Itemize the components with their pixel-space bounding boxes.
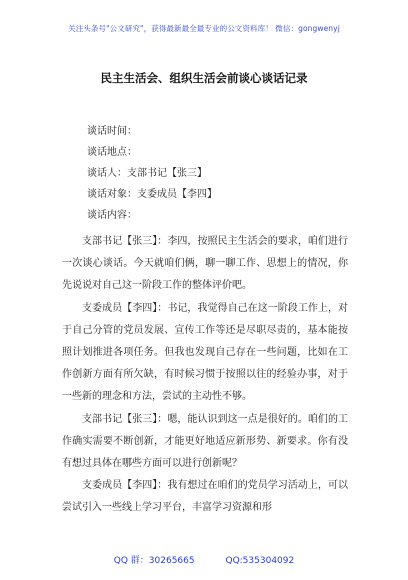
paragraph: 支委成员【李四】：书记，我觉得自己在这一阶段工作上，对于自己分管的党员发展、宣传工作等还是尽职尽责的，基本能按照计划推进各项任务。但我也发现自己存在一些问题，比如在工作创新方面有所欠缺，有时候习惯于按照以往的经验办事，对于一些新的理念和方法，尝试的主动性不够。 xyxy=(62,302,348,403)
conversation-body xyxy=(62,231,348,520)
footer-qq-number: QQ:535304092 xyxy=(225,556,295,566)
paragraph: 支委成员【李四】：我有想过在咱们的党员学习活动上，可以尝试引入一些线上学习平台，丰富学习资源和形 xyxy=(62,480,348,514)
paragraph: 支部书记【张三】：李四，按照民主生活会的要求，咱们进行一次谈心谈话。今天就咱们俩，聊一聊工作、思想上的情况，你先说说对自己这一阶段工作的整体评价吧。 xyxy=(62,236,348,292)
footer-qq-group: QQ 群：30265665 xyxy=(113,556,195,566)
meta-target: 谈话对象：支委成员【李四】 xyxy=(87,189,217,200)
footer xyxy=(0,553,408,566)
document-title: 民主生活会、组织生活会前谈心谈话记录 xyxy=(100,71,308,85)
meta-speaker: 谈话人：支部书记【张三】 xyxy=(87,168,207,179)
meta-time: 谈话时间： xyxy=(87,126,137,137)
meta-content-label: 谈话内容： xyxy=(87,210,137,221)
header-note: 关注头条号"公文研究"，获得最新最全最专业的公文资料库！ 微信：gongwenyj xyxy=(68,24,340,33)
paragraph: 支部书记【张三】：嗯，能认识到这一点是很好的。咱们的工作确实需要不断创新，才能更好地适应新形势、新要求。你有没有想过具体在哪些方面可以进行创新呢？ xyxy=(62,413,348,470)
meta-place: 谈话地点： xyxy=(87,147,137,158)
